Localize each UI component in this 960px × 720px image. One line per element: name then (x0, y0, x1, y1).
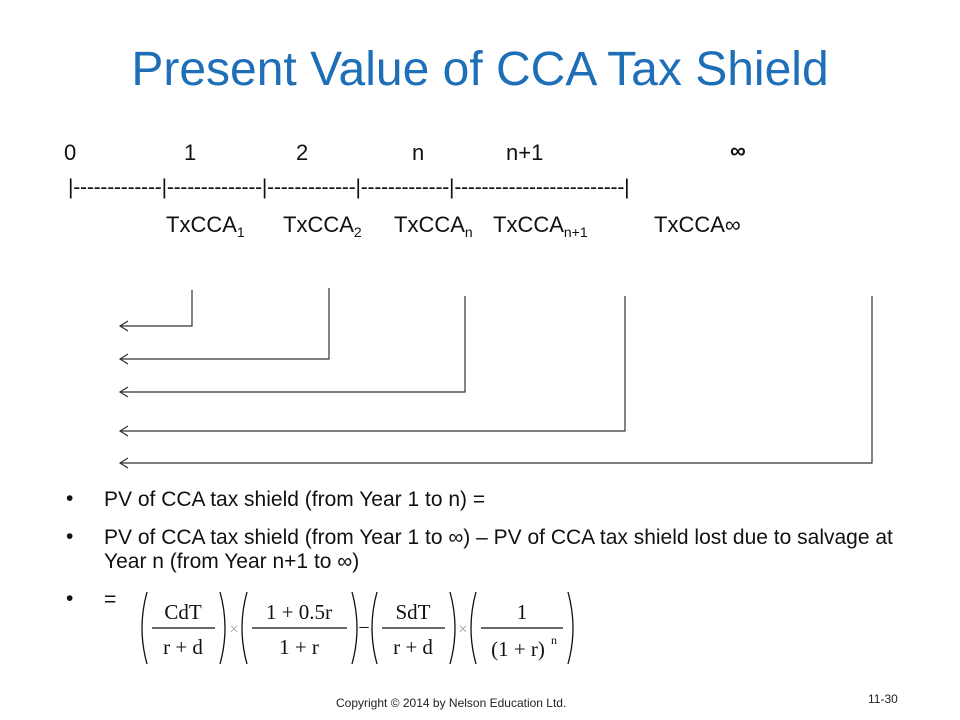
discount-arrow-1 (120, 290, 192, 326)
bullet-item: • PV of CCA tax shield (from Year 1 to n) = (66, 487, 486, 511)
bullet-item: • PV of CCA tax shield (from Year 1 to ∞) – PV of CCA tax shield lost due to salvage at Year n (from Year n+1 to ∞) (66, 525, 893, 573)
discount-arrow-n (120, 296, 465, 392)
discount-arrow-infinity (120, 296, 872, 463)
copyright-footer: Copyright © 2014 by Nelson Education Ltd. (336, 696, 567, 710)
discount-arrow-n-plus-1 (120, 296, 625, 431)
cca-label-2: TxCCA$_2$ (283, 212, 362, 240)
timeline-label-n: n (412, 140, 425, 165)
cca-label-n-plus-1: TxCCA$_{n+1}$ (493, 212, 588, 240)
timeline-label-n-plus-1: n+1 (506, 140, 544, 165)
timeline-label-0: 0 (64, 140, 77, 165)
timeline-label-1: 1 (184, 140, 197, 165)
pv-formula (138, 586, 578, 670)
timeline-label-2: 2 (296, 140, 309, 165)
timeline-ruler: |-------------|--------------|-------------|-------------|-------------------------| (68, 176, 630, 199)
term3-numerator: SdT (395, 600, 431, 624)
term1-denominator: r + d (163, 635, 203, 659)
term4-numerator: 1 (516, 600, 528, 624)
discount-arrow-2 (120, 288, 329, 359)
term2-denominator: 1 + r (279, 635, 319, 659)
timeline-label-infinity: ∞ (730, 138, 746, 163)
minus-operator: − (358, 617, 370, 639)
term4-denominator: (1 + r) (491, 637, 545, 661)
cca-label-n: TxCCA$_n$ (394, 212, 473, 240)
slide-title: Present Value of CCA Tax Shield (131, 43, 829, 96)
bullet-item: • = (66, 587, 117, 611)
slide-number: 11-30 (868, 692, 898, 706)
term1-numerator: CdT (164, 600, 202, 624)
term4-exponent: n (551, 633, 557, 647)
cca-label-1: TxCCA$_1$ (166, 212, 245, 240)
times-operator: × (229, 621, 239, 638)
times-operator: × (458, 621, 468, 638)
cca-label-infinity: TxCCA∞ (654, 212, 741, 237)
term2-numerator: 1 + 0.5r (265, 600, 333, 624)
term3-denominator: r + d (393, 635, 433, 659)
